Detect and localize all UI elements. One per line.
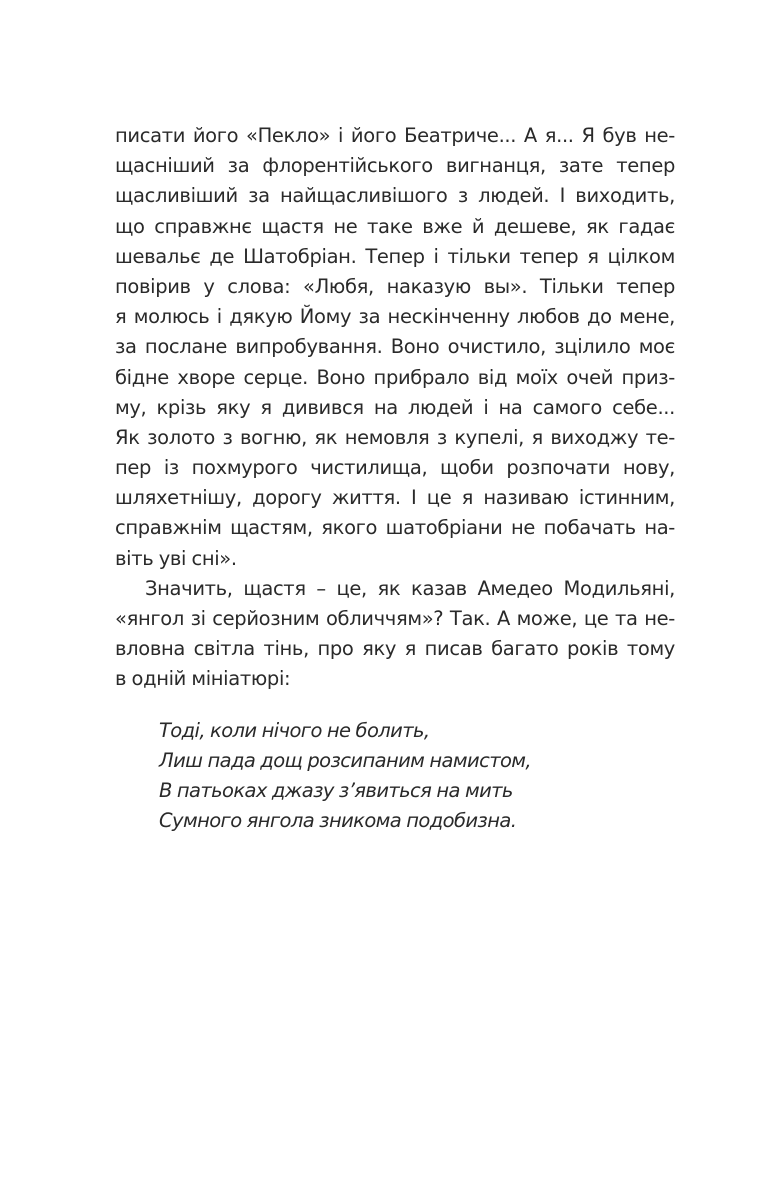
text-line: вловна світла тінь, про яку я писав багато років тому: [115, 637, 675, 661]
text-line: писати його «Пекло» і його Беатриче... А я... Я був не-: [115, 124, 675, 147]
text-line: що справжнє щастя не таке вже й дешеве, як гадає: [115, 214, 675, 238]
text-line: щасніший за флорентійського вигнанця, зате тепер: [115, 154, 675, 178]
poem-line: Сумного янгола зникома подобизна.: [159, 809, 517, 833]
poem-quote: [115, 716, 675, 837]
text-line: справжнім щастям, якого шатобріани не побачать на-: [115, 516, 675, 540]
poem-line: В патьоках джазу з’явиться на мить: [159, 778, 513, 802]
text-line: шевальє де Шатобріан. Тепер і тільки тепер я цілком: [115, 244, 675, 268]
text-line: му, крізь яку я дивився на людей і на самого себе...: [115, 395, 675, 419]
poem-line: Тоді, коли нічого не болить,: [159, 718, 430, 742]
text-line: «янгол зі серйозним обличчям»? Так. А може, це та не-: [115, 607, 675, 630]
poem-line: Лиш пада дощ розсипаним намистом,: [159, 748, 531, 772]
text-line: щасливіший за найщасливішого з людей. І виходить,: [115, 184, 675, 208]
text-line: за послане випробування. Воно очистило, зцілило моє: [115, 335, 675, 359]
text-line: Як золото з вогню, як немовля з купелі, я виходжу те-: [115, 425, 675, 449]
page-text: [115, 121, 675, 836]
text-line: бідне хворе серце. Воно прибрало від моїх очей приз-: [115, 365, 675, 389]
text-line: в одній мініатюрі:: [115, 667, 291, 691]
text-line: повірив у слова: «Любя, наказую вы». Тільки тепер: [115, 274, 675, 298]
text-line: пер із похмурого чистилища, щоби розпочати нову,: [115, 456, 675, 480]
paragraph-2: [115, 574, 675, 695]
text-line: віть уві сні».: [115, 546, 237, 570]
text-line: Значить, щастя – це, як казав Амедео Модильяні,: [145, 576, 675, 600]
text-line: шляхетнішу, дорогу життя. І це я називаю істинним,: [115, 486, 675, 510]
text-line: я молюсь і дякую Йому за нескінченну любов до мене,: [115, 305, 675, 329]
paragraph-1: [115, 121, 675, 574]
